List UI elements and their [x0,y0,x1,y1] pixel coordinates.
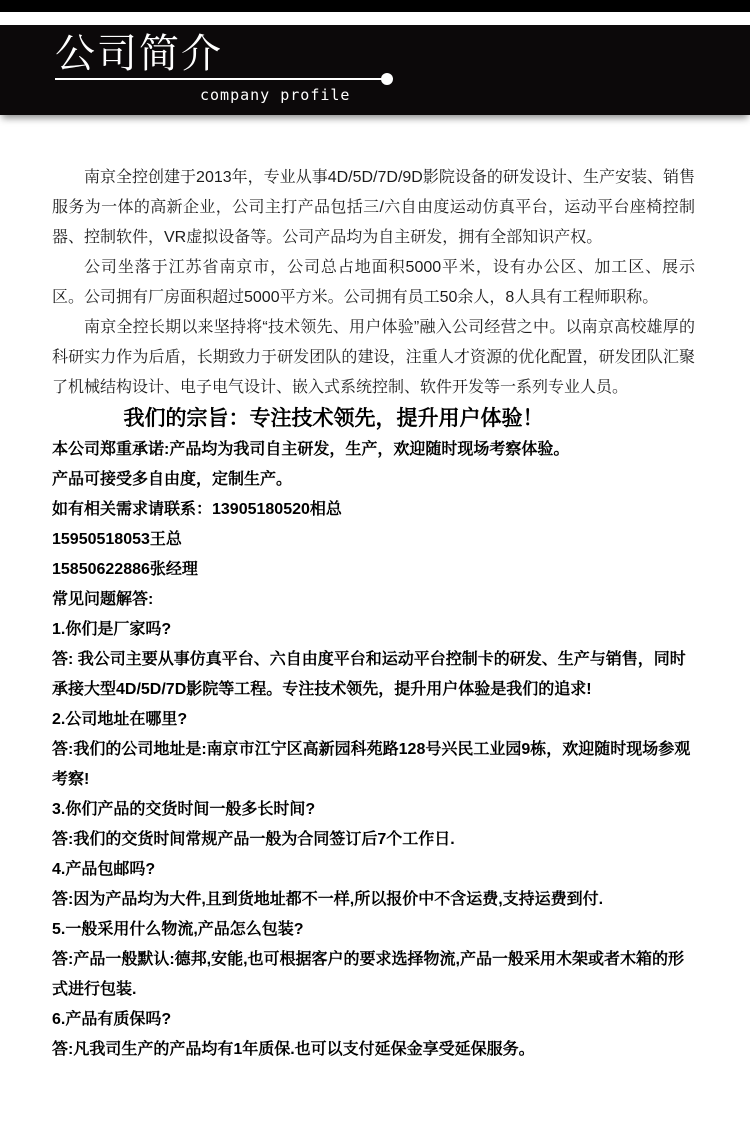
promise-line-2: 产品可接受多自由度，定制生产。 [52,471,293,488]
faq-question-4: 4.产品包邮吗? [52,861,156,878]
faq-question-3: 3.你们产品的交货时间一般多长时间? [52,801,316,818]
company-motto: 我们的宗旨：专注技术领先，提升用户体验！ [123,407,544,430]
phone-line-1: 15950518053王总 [52,531,182,548]
faq-question-5: 5.一般采用什么物流,产品怎么包装? [52,921,304,938]
faq-question-6: 6.产品有质保吗? [52,1011,172,1028]
intro-paragraph-2: 公司坐落于江苏省南京市，公司总占地面积5000平米，设有办公区、加工区、展示区。公司拥有厂房面积超过5000平方米。公司拥有员工50余人，8人具有工程师职称。 [52,259,695,306]
intro-paragraph-1: 南京全控创建于2013年，专业从事4D/5D/7D/9D影院设备的研发设计、生产安装、销售服务为一体的高新企业，公司主打产品包括三/六自由度运动仿真平台，运动平台座椅控制器、控制软件，VR虚拟设备等。公司产品均为自主研发，拥有全部知识产权。 [52,169,695,246]
page-title: 公司简介 [55,32,223,76]
faq-answer-5: 答:产品一般默认:德邦,安能,也可根据客户的要求选择物流,产品一般采用木架或者木箱的形式进行包装. [52,951,684,998]
page-subtitle: company profile [200,86,351,104]
top-gap [0,12,750,25]
faq-answer-3: 答:我们的交货时间常规产品一般为合同签订后7个工作日. [52,831,455,848]
header-banner [0,25,750,115]
contact-line: 如有相关需求请联系：13905180520相总 [52,501,342,518]
faq-answer-2: 答:我们的公司地址是:南京市江宁区高新园科苑路128号兴民工业园9栋，欢迎随时现场参观考察! [52,741,691,788]
intro-paragraph-3: 南京全控长期以来坚持将“技术领先、用户体验”融入公司经营之中。以南京高校雄厚的科研实力作为后盾，长期致力于研发团队的建设，注重人才资源的优化配置，研发团队汇聚了机械结构设计、电子电气设计、嵌入式系统控制、软件开发等一系列专业人员。 [52,319,695,396]
faq-answer-4: 答:因为产品均为大件,且到货地址都不一样,所以报价中不含运费,支持运费到付. [52,891,604,908]
underline-dot [381,73,393,85]
faq-answer-1: 答: 我公司主要从事仿真平台、六自由度平台和运动平台控制卡的研发、生产与销售，同时承接大型4D/5D/7D影院等工程。专注技术领先，提升用户体验是我们的追求! [52,651,686,698]
content-area [0,115,750,1065]
faq-question-2: 2.公司地址在哪里? [52,711,188,728]
promise-line-1: 本公司郑重承诺:产品均为我司自主研发，生产，欢迎随时现场考察体验。 [52,441,570,458]
phone-line-2: 15850622886张经理 [52,561,198,578]
faq-question-1: 1.你们是厂家吗? [52,621,172,638]
title-underline [55,78,385,80]
faq-answer-6: 答:凡我司生产的产品均有1年质保.也可以支付延保金享受延保服务。 [52,1041,535,1058]
faq-heading: 常见问题解答: [52,591,154,608]
top-bar [0,0,750,12]
